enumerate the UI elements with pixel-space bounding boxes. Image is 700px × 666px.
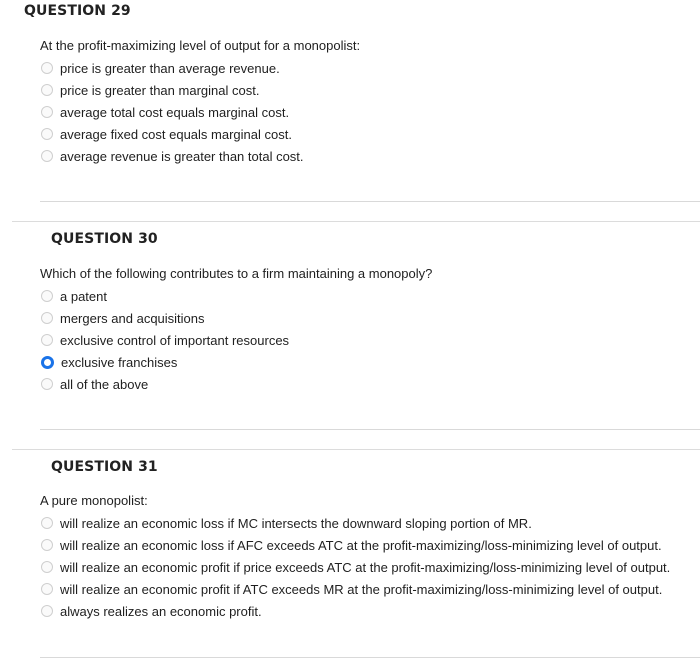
question-text: Which of the following contributes to a firm maintaining a monopoly?: [40, 266, 433, 281]
option-label: always realizes an economic profit.: [60, 603, 262, 619]
option-label: price is greater than average revenue.: [60, 60, 280, 76]
option-label: price is greater than marginal cost.: [60, 82, 260, 98]
radio-button[interactable]: [41, 334, 53, 346]
question-text: A pure monopolist:: [40, 493, 148, 508]
radio-button[interactable]: [41, 128, 53, 140]
option-label: average total cost equals marginal cost.: [60, 104, 290, 120]
option-label: a patent: [60, 288, 107, 304]
radio-button[interactable]: [41, 517, 53, 529]
question-title: QUESTION 31: [51, 459, 158, 475]
question-separator: [40, 201, 700, 202]
radio-button-selected[interactable]: [41, 356, 54, 369]
answer-option[interactable]: [41, 558, 670, 576]
radio-button[interactable]: [41, 605, 53, 617]
question-block-divider: [12, 221, 700, 222]
radio-button[interactable]: [41, 290, 53, 302]
answer-option[interactable]: [41, 81, 259, 99]
radio-button[interactable]: [41, 312, 53, 324]
option-label: will realize an economic profit if ATC exceeds MR at the profit-maximizing/loss-minimizing level of output.: [60, 581, 663, 597]
option-label: mergers and acquisitions: [60, 310, 205, 326]
option-label: average revenue is greater than total cost.: [60, 148, 304, 164]
answer-option[interactable]: [41, 514, 532, 532]
answer-option[interactable]: [41, 147, 304, 165]
question-separator: [40, 429, 700, 430]
option-label: all of the above: [60, 376, 149, 392]
question-title: QUESTION 30: [51, 231, 158, 247]
question-title: QUESTION 29: [24, 3, 131, 19]
radio-button[interactable]: [41, 106, 53, 118]
radio-button[interactable]: [41, 561, 53, 573]
answer-option[interactable]: [41, 602, 262, 620]
answer-option[interactable]: [41, 331, 289, 349]
option-label: will realize an economic loss if MC intersects the downward sloping portion of MR.: [60, 515, 532, 531]
option-label: exclusive control of important resources: [60, 332, 290, 348]
answer-option[interactable]: [41, 103, 289, 121]
radio-button[interactable]: [41, 539, 53, 551]
answer-option[interactable]: [41, 125, 292, 143]
answer-option[interactable]: [41, 353, 177, 371]
answer-option[interactable]: [41, 536, 662, 554]
radio-button[interactable]: [41, 62, 53, 74]
answer-option[interactable]: [41, 309, 205, 327]
radio-button[interactable]: [41, 84, 53, 96]
answer-option[interactable]: [41, 580, 662, 598]
answer-option[interactable]: [41, 59, 280, 77]
option-label: average fixed cost equals marginal cost.: [60, 126, 292, 142]
answer-option[interactable]: [41, 287, 107, 305]
radio-button[interactable]: [41, 150, 53, 162]
option-label: will realize an economic loss if AFC exceeds ATC at the profit-maximizing/loss-minimizing level of output.: [60, 537, 662, 553]
question-text: At the profit-maximizing level of output for a monopolist:: [40, 38, 361, 53]
question-separator: [40, 657, 700, 658]
radio-button[interactable]: [41, 583, 53, 595]
radio-button[interactable]: [41, 378, 53, 390]
option-label: will realize an economic profit if price exceeds ATC at the profit-maximizing/loss-minimizing level of output.: [60, 559, 671, 575]
answer-option[interactable]: [41, 375, 148, 393]
option-label: exclusive franchises: [61, 354, 178, 370]
question-block-divider: [12, 449, 700, 450]
